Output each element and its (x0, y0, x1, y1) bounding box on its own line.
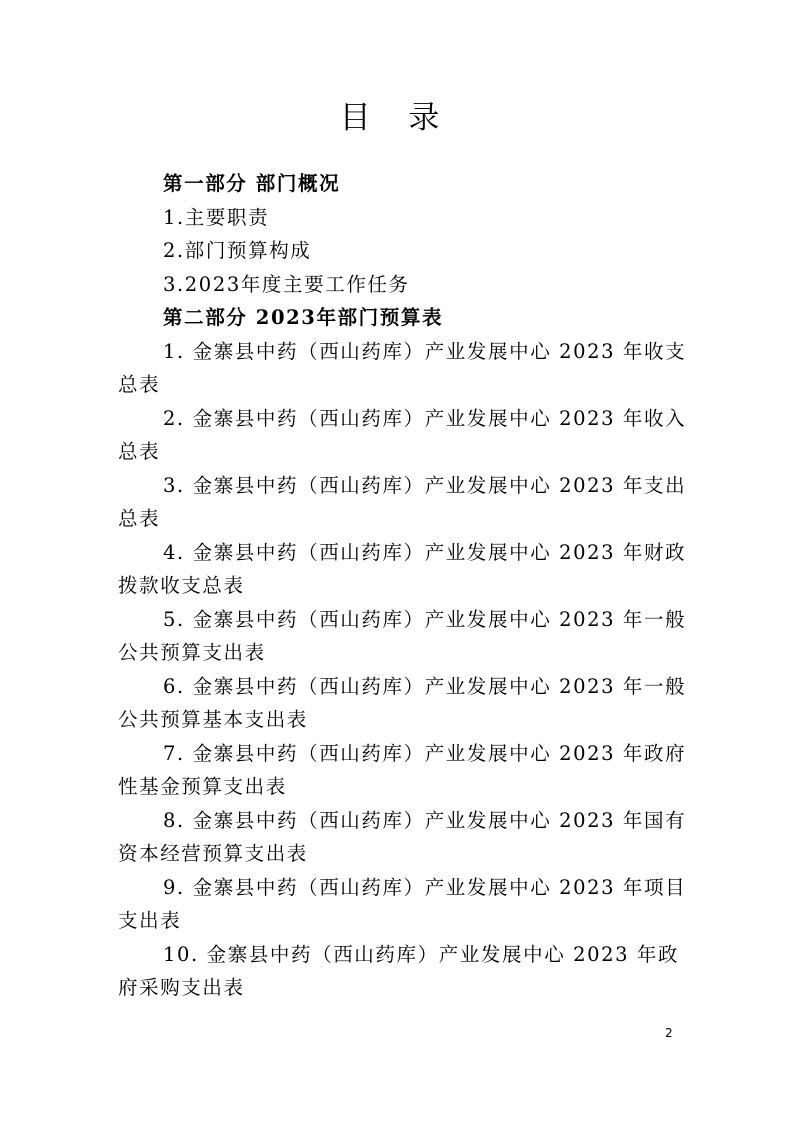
table-of-contents (118, 167, 687, 1005)
toc-item: 2.部门预算构成 (163, 239, 312, 262)
toc-item-7-line1: 7. 金寨县中药（西山药库）产业发展中心 2023 年政府 (163, 741, 687, 765)
toc-item-6-line1: 6. 金寨县中药（西山药库）产业发展中心 2023 年一般 (163, 674, 687, 698)
toc-item-9-line2: 支出表 (118, 909, 182, 932)
toc-item-5-line1: 5. 金寨县中药（西山药库）产业发展中心 2023 年一般 (163, 607, 687, 631)
toc-item-7-line2: 性基金预算支出表 (118, 775, 287, 798)
toc-item-6-line2: 公共预算基本支出表 (118, 708, 308, 731)
toc-item-10-line2: 府采购支出表 (118, 976, 245, 999)
toc-item-2-line1: 2. 金寨县中药（西山药库）产业发展中心 2023 年收入 (163, 406, 687, 430)
toc-item: 3.2023年度主要工作任务 (163, 272, 410, 296)
toc-item-4-line1: 4. 金寨县中药（西山药库）产业发展中心 2023 年财政 (163, 540, 687, 564)
part1-heading: 第一部分 部门概况 (163, 172, 341, 195)
toc-item-10-line1: 10. 金寨县中药（西山药库）产业发展中心 2023 年政 (163, 942, 680, 966)
toc-item-5-line2: 公共预算支出表 (118, 641, 266, 664)
toc-item-4-line2: 拨款收支总表 (118, 574, 245, 597)
toc-item-9-line1: 9. 金寨县中药（西山药库）产业发展中心 2023 年项目 (163, 875, 687, 899)
page-number: 2 (665, 1026, 673, 1040)
toc-item-8-line1: 8. 金寨县中药（西山药库）产业发展中心 2023 年国有 (163, 808, 687, 832)
toc-item: 1.主要职责 (163, 205, 270, 229)
toc-item-3-line1: 3. 金寨县中药（西山药库）产业发展中心 2023 年支出 (163, 473, 687, 497)
toc-item-1-line2: 总表 (118, 373, 161, 396)
toc-item-3-line2: 总表 (118, 507, 161, 530)
toc-item-8-line2: 资本经营预算支出表 (118, 842, 308, 865)
part2-heading: 第二部分 2023年部门预算表 (163, 306, 444, 329)
toc-item-2-line2: 总表 (118, 440, 161, 463)
page-title: 目 录 (339, 100, 454, 136)
toc-item-1-line1: 1. 金寨县中药（西山药库）产业发展中心 2023 年收支 (163, 339, 687, 363)
